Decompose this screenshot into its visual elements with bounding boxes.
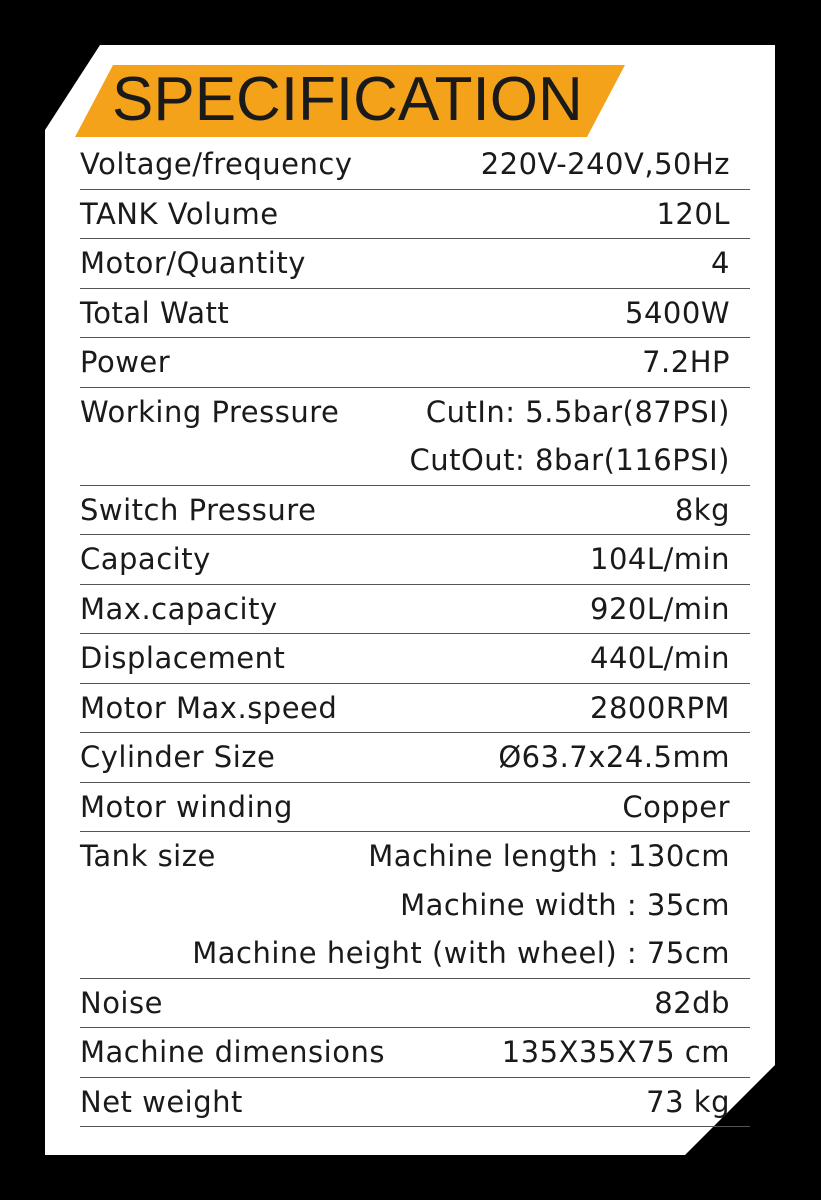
page-title: SPECIFICATION (112, 65, 583, 134)
spec-row-max-capacity (80, 585, 750, 635)
spec-row-motor-quantity (80, 239, 750, 289)
spec-table (80, 140, 750, 1127)
spec-label: Cylinder Size (80, 740, 276, 775)
spec-value: 73 kg (646, 1084, 730, 1119)
spec-value: Copper (622, 789, 730, 824)
spec-value: 135X35X75 cm (501, 1035, 730, 1070)
spec-label: Motor/Quantity (80, 246, 306, 281)
spec-value: 8kg (674, 492, 730, 527)
spec-label: Max.capacity (80, 591, 278, 626)
spec-row-total-watt (80, 289, 750, 339)
spec-row-net-weight (80, 1078, 750, 1128)
spec-value-cut-out: CutOut: 8bar(116PSI) (409, 443, 730, 478)
spec-label: Motor Max.speed (80, 690, 338, 725)
spec-label: Power (80, 345, 171, 380)
spec-row-machine-dimensions (80, 1028, 750, 1078)
spec-row-switch-pressure (80, 486, 750, 536)
spec-label: TANK Volume (80, 196, 279, 231)
spec-value: 5400W (625, 295, 730, 330)
spec-label: Capacity (80, 542, 211, 577)
spec-value: 920L/min (590, 591, 730, 626)
spec-row-power (80, 338, 750, 388)
spec-value: 2800RPM (590, 690, 730, 725)
spec-label: Total Watt (80, 295, 230, 330)
spec-value: 220V-240V,50Hz (480, 147, 730, 182)
spec-label: Machine dimensions (80, 1035, 385, 1070)
spec-value: 82db (654, 985, 730, 1020)
spec-value-width: Machine width : 35cm (400, 887, 730, 922)
spec-label: Tank size (80, 839, 216, 874)
spec-row-noise (80, 979, 750, 1029)
spec-row-working-pressure (80, 388, 750, 486)
spec-value: 4 (711, 246, 730, 281)
spec-label: Displacement (80, 641, 286, 676)
spec-value: 120L (656, 196, 730, 231)
spec-row-cylinder-size (80, 733, 750, 783)
spec-value-length: Machine length : 130cm (368, 839, 730, 874)
spec-label: Switch Pressure (80, 492, 317, 527)
spec-label: Motor winding (80, 789, 293, 824)
spec-label: Voltage/frequency (80, 147, 353, 182)
spec-value: Ø63.7x24.5mm (498, 740, 730, 775)
spec-value: 440L/min (590, 641, 730, 676)
spec-label: Noise (80, 985, 163, 1020)
spec-label: Working Pressure (80, 394, 340, 429)
spec-row-tank-size (80, 832, 750, 979)
spec-value: 104L/min (590, 542, 730, 577)
spec-row-voltage-frequency (80, 140, 750, 190)
spec-row-displacement (80, 634, 750, 684)
spec-value: 7.2HP (642, 345, 730, 380)
spec-row-motor-max-speed (80, 684, 750, 734)
spec-row-capacity (80, 535, 750, 585)
spec-row-tank-volume (80, 190, 750, 240)
spec-row-motor-winding (80, 783, 750, 833)
spec-label: Net weight (80, 1084, 243, 1119)
spec-value-cut-in: CutIn: 5.5bar(87PSI) (425, 394, 730, 429)
spec-value-height: Machine height (with wheel) : 75cm (192, 936, 730, 971)
